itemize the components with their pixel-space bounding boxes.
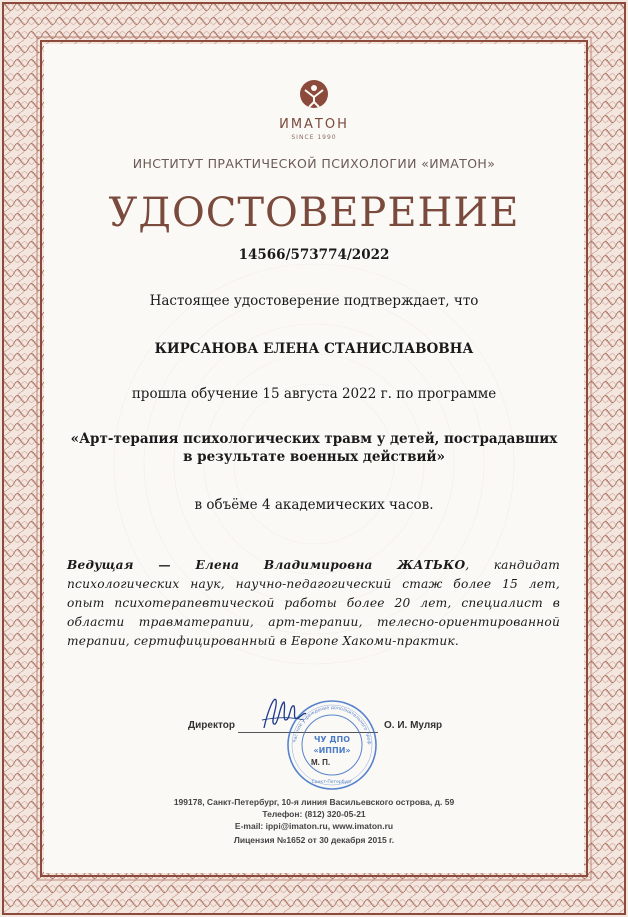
director-label: Директор: [188, 720, 235, 731]
certificate-title: УДОСТОВЕРЕНИЕ: [108, 190, 520, 236]
lecturer-description: [67, 556, 560, 651]
training-text: прошла обучение 15 августа 2022 г. по программе: [131, 386, 497, 402]
director-signature: [258, 690, 310, 736]
director-name: О. И. Муляр: [384, 720, 443, 731]
institute-name: ИНСТИТУТ ПРАКТИЧЕСКОЙ ПСИХОЛОГИИ «ИМАТОН»: [132, 156, 496, 171]
stamp-bottom-text: Санкт-Петербург: [311, 780, 353, 785]
footer-phone: Телефон: (812) 320-05-21: [262, 809, 366, 819]
footer-address: 199178, Санкт-Петербург, 10-я линия Васильевского острова, д. 59: [173, 797, 455, 807]
stamp-center-line1: ЧУ ДПО: [313, 735, 351, 744]
person-name: КИРСАНОВА ЕЛЕНА СТАНИСЛАВОВНА: [154, 341, 474, 357]
lecturer-lead: Ведущая — Елена Владимировна ЖАТЬКО: [67, 558, 466, 572]
program-title: «Арт-терапия психологических травм у детей, пострадавших в результате военных действий»: [70, 431, 558, 465]
footer-email: E-mail: ippi@imaton.ru, www.imaton.ru: [234, 821, 394, 831]
hours-text: в объёме 4 академических часов.: [194, 497, 434, 513]
certificate-number: 14566/573774/2022: [238, 247, 390, 263]
confirm-text: Настоящее удостоверение подтверждает, что: [149, 293, 479, 309]
logo-since-text: SINCE 1990: [291, 134, 337, 141]
seal-place-label: М. П.: [311, 758, 331, 767]
imaton-logo-icon: [284, 78, 344, 118]
stamp-center-line2: «ИППИ»: [313, 746, 351, 755]
logo-brand-text: ИМАТОН: [279, 117, 349, 132]
stamp-ring-text: Частное учреждение дополнительного проф: [293, 705, 372, 745]
footer-license: Лицензия №1652 от 30 декабря 2015 г.: [233, 835, 395, 845]
lecturer-rest: , кандидат психологических наук, научно-педагогический стаж более 15 лет, опыт психотерапевтической работы более 20 лет, специалист в области травматерапии, арт-терапии, телесно-ориентированной терапии, сертифицированный в Европе Хакоми-практик.: [67, 558, 560, 648]
